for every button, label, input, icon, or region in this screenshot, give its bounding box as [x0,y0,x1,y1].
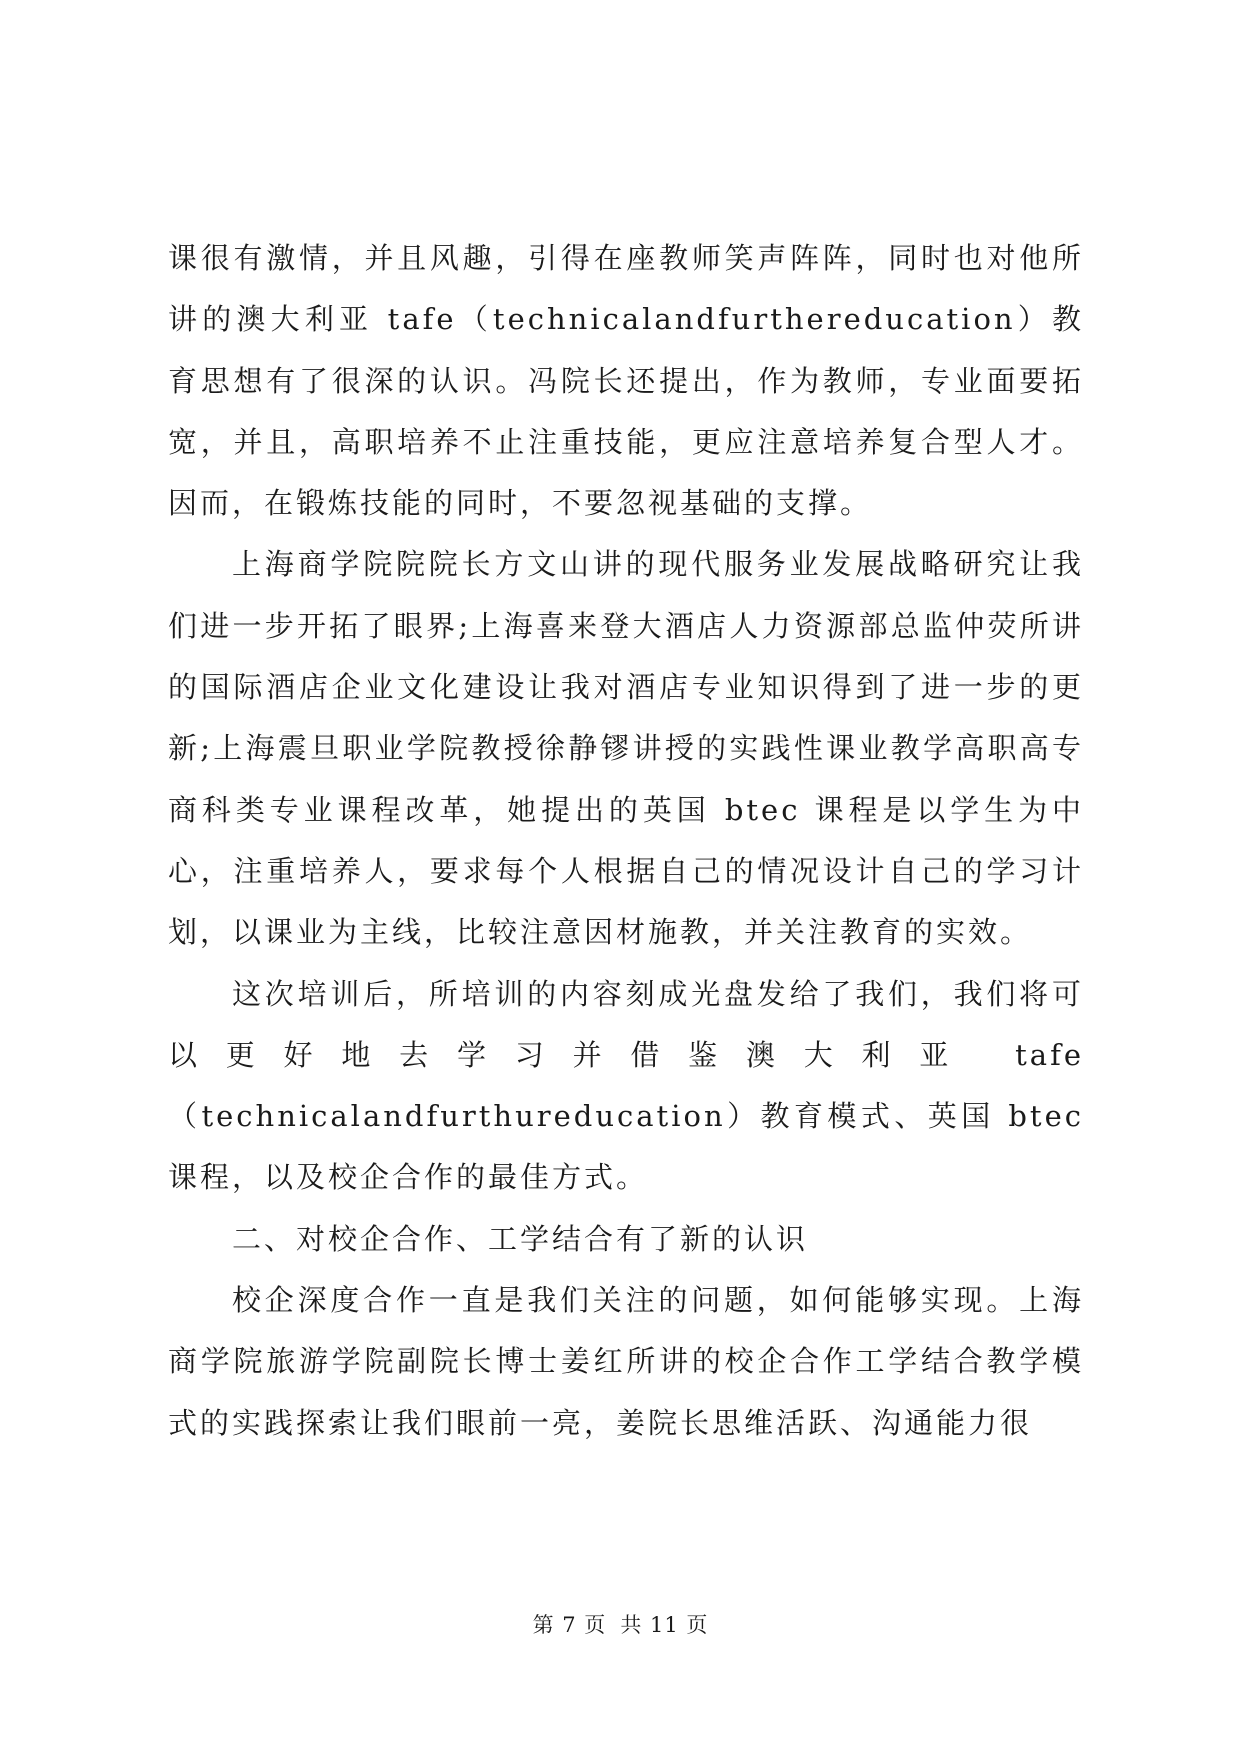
paragraph-3: 这次培训后，所培训的内容刻成光盘发给了我们，我们将可以更好地去学习并借鉴澳大利亚 tafe（technicalandfurthureducation）教育模式、英国 btec 课程，以及校企合作的最佳方式。 [168,976,1084,1195]
paragraph-5: 校企深度合作一直是我们关注的问题，如何能够实现。上海商学院旅游学院副院长博士姜红所讲的校企合作工学结合教学模式的实践探索让我们眼前一亮，姜院长思维活跃、沟通能力很 [168,1283,1084,1440]
paragraph-2: 上海商学院院院长方文山讲的现代服务业发展战略研究让我们进一步开拓了眼界;上海喜来登大酒店人力资源部总监仲荧所讲的国际酒店企业文化建设让我对酒店专业知识得到了进一步的更新;上海震旦职业学院教授徐静镠讲授的实践性课业教学高职高专商科类专业课程改革，她提出的英国 btec 课程是以学生为中心，注重培养人，要求每个人根据自己的情况设计自己的学习计划，以课业为主线，比较注意因材施教，并关注教育的实效。 [168,547,1084,950]
page-footer [0,1609,1241,1639]
paragraph-1: 课很有激情，并且风趣，引得在座教师笑声阵阵，同时也对他所讲的澳大利亚 tafe（technicalandfurthereducation）教育思想有了很深的认识。冯院长还提出，作为教师，专业面要拓宽，并且，高职培养不止注重技能，更应注意培养复合型人才。因而，在锻炼技能的同时，不要忽视基础的支撑。 [168,241,1084,521]
page-total: 共 11 页 [620,1613,709,1637]
section-heading: 二、对校企合作、工学结合有了新的认识 [232,1221,809,1256]
page-number: 第 7 页 [532,1613,607,1637]
document-body [168,228,1084,1454]
